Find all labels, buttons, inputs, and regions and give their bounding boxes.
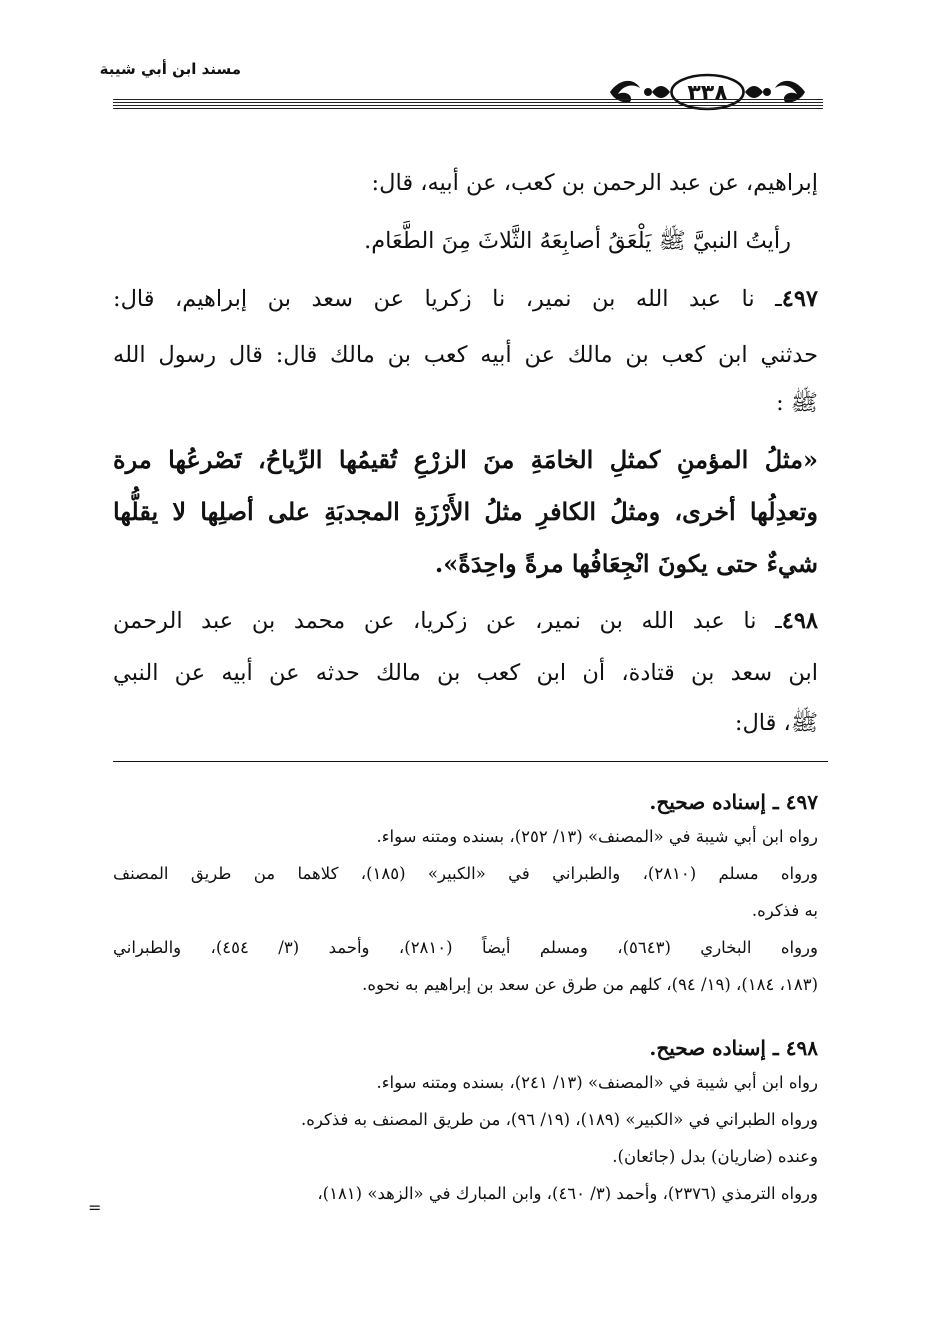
running-header-title: مسند ابن أبي شيبة bbox=[99, 60, 241, 78]
hadith-number: ٤٩٧ bbox=[781, 286, 818, 312]
hadith-text-line: وتعدِلُها أخرى، ومثلُ الكافرِ مثلُ الأَرْزَةِ المجدبَةِ على أصلِها لا يقلُّها bbox=[113, 497, 818, 526]
footnote-line: ورواه البخاري (٥٦٤٣)، ومسلم أيضاً (٢٨١٠)، وأحمد (٣/ ٤٥٤)، والطبراني bbox=[113, 938, 818, 957]
footnote-line: ورواه الترمذي (٢٣٧٦)، وأحمد (٣/ ٤٦٠)، وابن المبارك في «الزهد» (١٨١)، bbox=[317, 1184, 818, 1203]
footnote-divider bbox=[113, 761, 828, 762]
hadith-number: ٤٩٨ bbox=[781, 608, 818, 634]
footnote-line: رواه ابن أبي شيبة في «المصنف» (١٣/ ٢٤١)، بسنده ومتنه سواء. bbox=[376, 1073, 818, 1092]
header-rule bbox=[113, 99, 823, 111]
footnote-line: وعنده (ضاريان) بدل (جائعان). bbox=[612, 1147, 818, 1166]
text-line: إبراهيم، عن عبد الرحمن بن كعب، عن أبيه، قال: bbox=[371, 170, 818, 196]
hadith-text-line: «مثلُ المؤمنِ كمثلِ الخامَةِ منَ الزرْعِ تُقيمُها الرِّياحُ، تَصْرعُها مرة bbox=[113, 445, 818, 474]
hadith-text-line: شيءٌ حتى يكونَ انْجِعَافُها مرةً واحِدَةً». bbox=[434, 549, 818, 578]
page-number: ٣٣٨ bbox=[687, 81, 728, 106]
footnote-line: رواه ابن أبي شيبة في «المصنف» (١٣/ ٢٥٢)، بسنده ومتنه سواء. bbox=[376, 827, 818, 846]
footnote-line: ورواه مسلم (٢٨١٠)، والطبراني في «الكبير» (١٨٥)، كلاهما من طريق المصنف bbox=[113, 864, 818, 883]
text-line: رأيتُ النبيَّ ﷺ يَلْعَقُ أصابِعَهُ الثَّلاثَ مِنَ الطَّعَام. bbox=[364, 228, 791, 254]
hadith-498-line: ٤٩٨ـ نا عبد الله بن نمير، عن زكريا، عن محمد بن عبد الرحمن bbox=[113, 608, 818, 634]
hadith-497-line: ٤٩٧ـ نا عبد الله بن نمير، نا زكريا عن سعد بن إبراهيم، قال: bbox=[113, 286, 818, 312]
text-line: ﷺ، قال: bbox=[734, 710, 818, 736]
text-line: ﷺ : bbox=[776, 390, 818, 416]
footnote-line: به فذكره. bbox=[751, 901, 818, 920]
footnote-line: (١٨٣، ١٨٤)، (١٩/ ٩٤)، كلهم من طرق عن سعد بن إبراهيم به نحوه. bbox=[362, 975, 818, 994]
footnote-heading: ٤٩٧ ـ إسناده صحيح. bbox=[649, 790, 818, 814]
text-line: ابن سعد بن قتادة، أن ابن كعب بن مالك حدثه عن أبيه عن النبي bbox=[113, 660, 818, 686]
text-line: حدثني ابن كعب بن مالك عن أبيه كعب بن مالك قال: قال رسول الله bbox=[113, 342, 818, 368]
footnote-heading: ٤٩٨ ـ إسناده صحيح. bbox=[649, 1036, 818, 1060]
footnote-line: ورواه الطبراني في «الكبير» (١٨٩)، (١٩/ ٩٦)، من طريق المصنف به فذكره. bbox=[301, 1110, 818, 1129]
continuation-mark: = bbox=[88, 1198, 102, 1217]
